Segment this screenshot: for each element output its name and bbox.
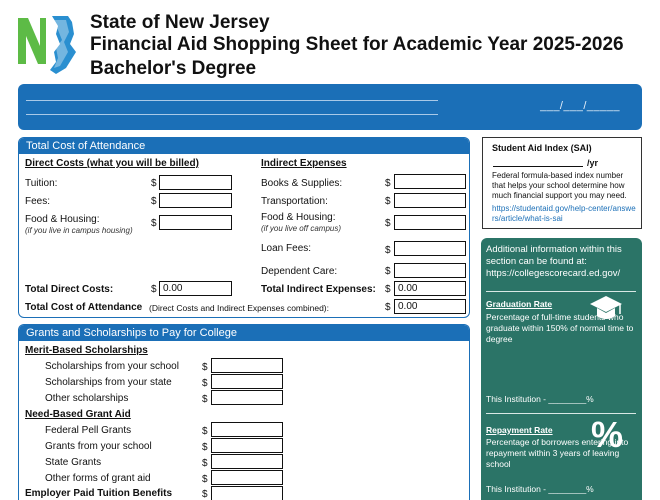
currency-symbol: $	[202, 458, 208, 469]
scholarships-school-input[interactable]	[211, 358, 283, 373]
food-housing-on-note: (if you live in campus housing)	[25, 226, 133, 235]
fees-label: Fees:	[25, 196, 51, 207]
pell-label: Federal Pell Grants	[45, 425, 132, 436]
institution-address-line[interactable]	[26, 114, 438, 115]
employer-benefits-input[interactable]	[211, 486, 283, 500]
sai-box	[482, 137, 642, 229]
currency-symbol: $	[385, 266, 391, 277]
currency-symbol: $	[202, 378, 208, 389]
tuition-input[interactable]	[159, 175, 232, 190]
currency-symbol: $	[385, 218, 391, 229]
other-scholarships-input[interactable]	[211, 390, 283, 405]
graduation-rate-title: Graduation Rate	[486, 299, 553, 309]
grants-school-label: Grants from your school	[45, 441, 152, 452]
books-input[interactable]	[394, 174, 466, 189]
total-direct-value: 0.00	[159, 281, 232, 296]
scholarships-state-input[interactable]	[211, 374, 283, 389]
repayment-rate-desc: Percentage of borrowers entering into repayment within 3 years of leaving school	[486, 437, 629, 469]
date-field[interactable]: ___/___/_____	[540, 100, 620, 112]
total-coa-label: Total Cost of Attendance	[25, 302, 143, 313]
currency-symbol: $	[151, 218, 157, 229]
divider	[486, 291, 636, 292]
sai-link[interactable]: https://studentaid.gov/help-center/answers/article/what-is-sai	[492, 204, 636, 223]
currency-symbol: $	[202, 394, 208, 405]
grants-school-input[interactable]	[211, 438, 283, 453]
scholarships-state-label: Scholarships from your state	[45, 377, 172, 388]
dependent-care-input[interactable]	[394, 263, 466, 278]
repayment-rate-title: Repayment Rate	[486, 425, 553, 435]
tuition-label: Tuition:	[25, 178, 58, 189]
transportation-label: Transportation:	[261, 196, 328, 207]
sai-description: Federal formula-based index number that helps your school determine how much financial support you may need.	[492, 171, 627, 200]
total-indirect-value: 0.00	[394, 281, 466, 296]
dependent-care-label: Dependent Care:	[261, 266, 338, 277]
sai-value-line[interactable]	[493, 166, 583, 167]
employer-benefits-label: Employer Paid Tuition Benefits	[25, 488, 173, 499]
fees-input[interactable]	[159, 193, 232, 208]
food-housing-off-note: (if you live off campus)	[261, 224, 342, 233]
cost-heading: Total Cost of Attendance	[19, 138, 469, 154]
currency-symbol: $	[151, 196, 157, 207]
total-direct-label: Total Direct Costs:	[25, 284, 114, 295]
total-coa-note: (Direct Costs and Indirect Expenses combined):	[149, 303, 329, 313]
scorecard-panel	[481, 238, 642, 500]
grants-panel	[18, 324, 470, 500]
currency-symbol: $	[385, 284, 391, 295]
currency-symbol: $	[202, 362, 208, 373]
degree-title: Bachelor's Degree	[90, 58, 257, 79]
page-subtitle: Financial Aid Shopping Sheet for Academic Year 2025-2026	[90, 34, 624, 55]
transportation-input[interactable]	[394, 193, 466, 208]
institution-name-line[interactable]	[26, 100, 438, 101]
currency-symbol: $	[151, 178, 157, 189]
cost-of-attendance-panel	[18, 137, 470, 318]
currency-symbol: $	[385, 196, 391, 207]
graduation-rate-desc: Percentage of full-time students who graduate within 150% of normal time to degree	[486, 312, 634, 344]
repayment-institution-rate[interactable]: This Institution - ________%	[486, 484, 594, 494]
scholarships-school-label: Scholarships from your school	[45, 361, 179, 372]
other-grant-label: Other forms of grant aid	[45, 473, 151, 484]
institution-banner	[18, 84, 642, 130]
graduation-institution-rate[interactable]: This Institution - ________%	[486, 394, 594, 404]
currency-symbol: $	[202, 489, 208, 500]
food-housing-input[interactable]	[159, 215, 232, 230]
state-grants-input[interactable]	[211, 454, 283, 469]
total-indirect-label: Total Indirect Expenses:	[261, 284, 376, 295]
need-heading: Need-Based Grant Aid	[25, 409, 131, 420]
currency-symbol: $	[151, 284, 157, 295]
percent-icon: %	[591, 414, 624, 455]
scorecard-intro: Additional information within this section can be found at: https://collegescorecard.ed.gov/	[486, 244, 622, 279]
books-label: Books & Supplies:	[261, 178, 343, 189]
sai-per-year: /yr	[587, 158, 599, 168]
state-grants-label: State Grants	[45, 457, 102, 468]
pell-input[interactable]	[211, 422, 283, 437]
loan-fees-input[interactable]	[394, 241, 466, 256]
currency-symbol: $	[202, 442, 208, 453]
direct-costs-heading: Direct Costs (what you will be billed)	[25, 158, 199, 169]
food-housing-off-input[interactable]	[394, 215, 466, 230]
currency-symbol: $	[202, 426, 208, 437]
other-grant-input[interactable]	[211, 470, 283, 485]
loan-fees-label: Loan Fees:	[261, 243, 312, 254]
other-scholarships-label: Other scholarships	[45, 393, 129, 404]
total-coa-value: 0.00	[394, 299, 466, 314]
food-housing-off-label: Food & Housing:	[261, 212, 336, 223]
merit-heading: Merit-Based Scholarships	[25, 345, 148, 356]
indirect-expenses-heading: Indirect Expenses	[261, 158, 347, 169]
currency-symbol: $	[385, 245, 391, 256]
nj-state-logo	[16, 12, 82, 76]
currency-symbol: $	[385, 302, 391, 313]
currency-symbol: $	[202, 474, 208, 485]
grants-heading: Grants and Scholarships to Pay for College	[19, 325, 469, 341]
page-title: State of New Jersey	[90, 12, 270, 33]
food-housing-label: Food & Housing:	[25, 214, 100, 225]
currency-symbol: $	[385, 178, 391, 189]
sai-title: Student Aid Index (SAI)	[492, 143, 592, 153]
